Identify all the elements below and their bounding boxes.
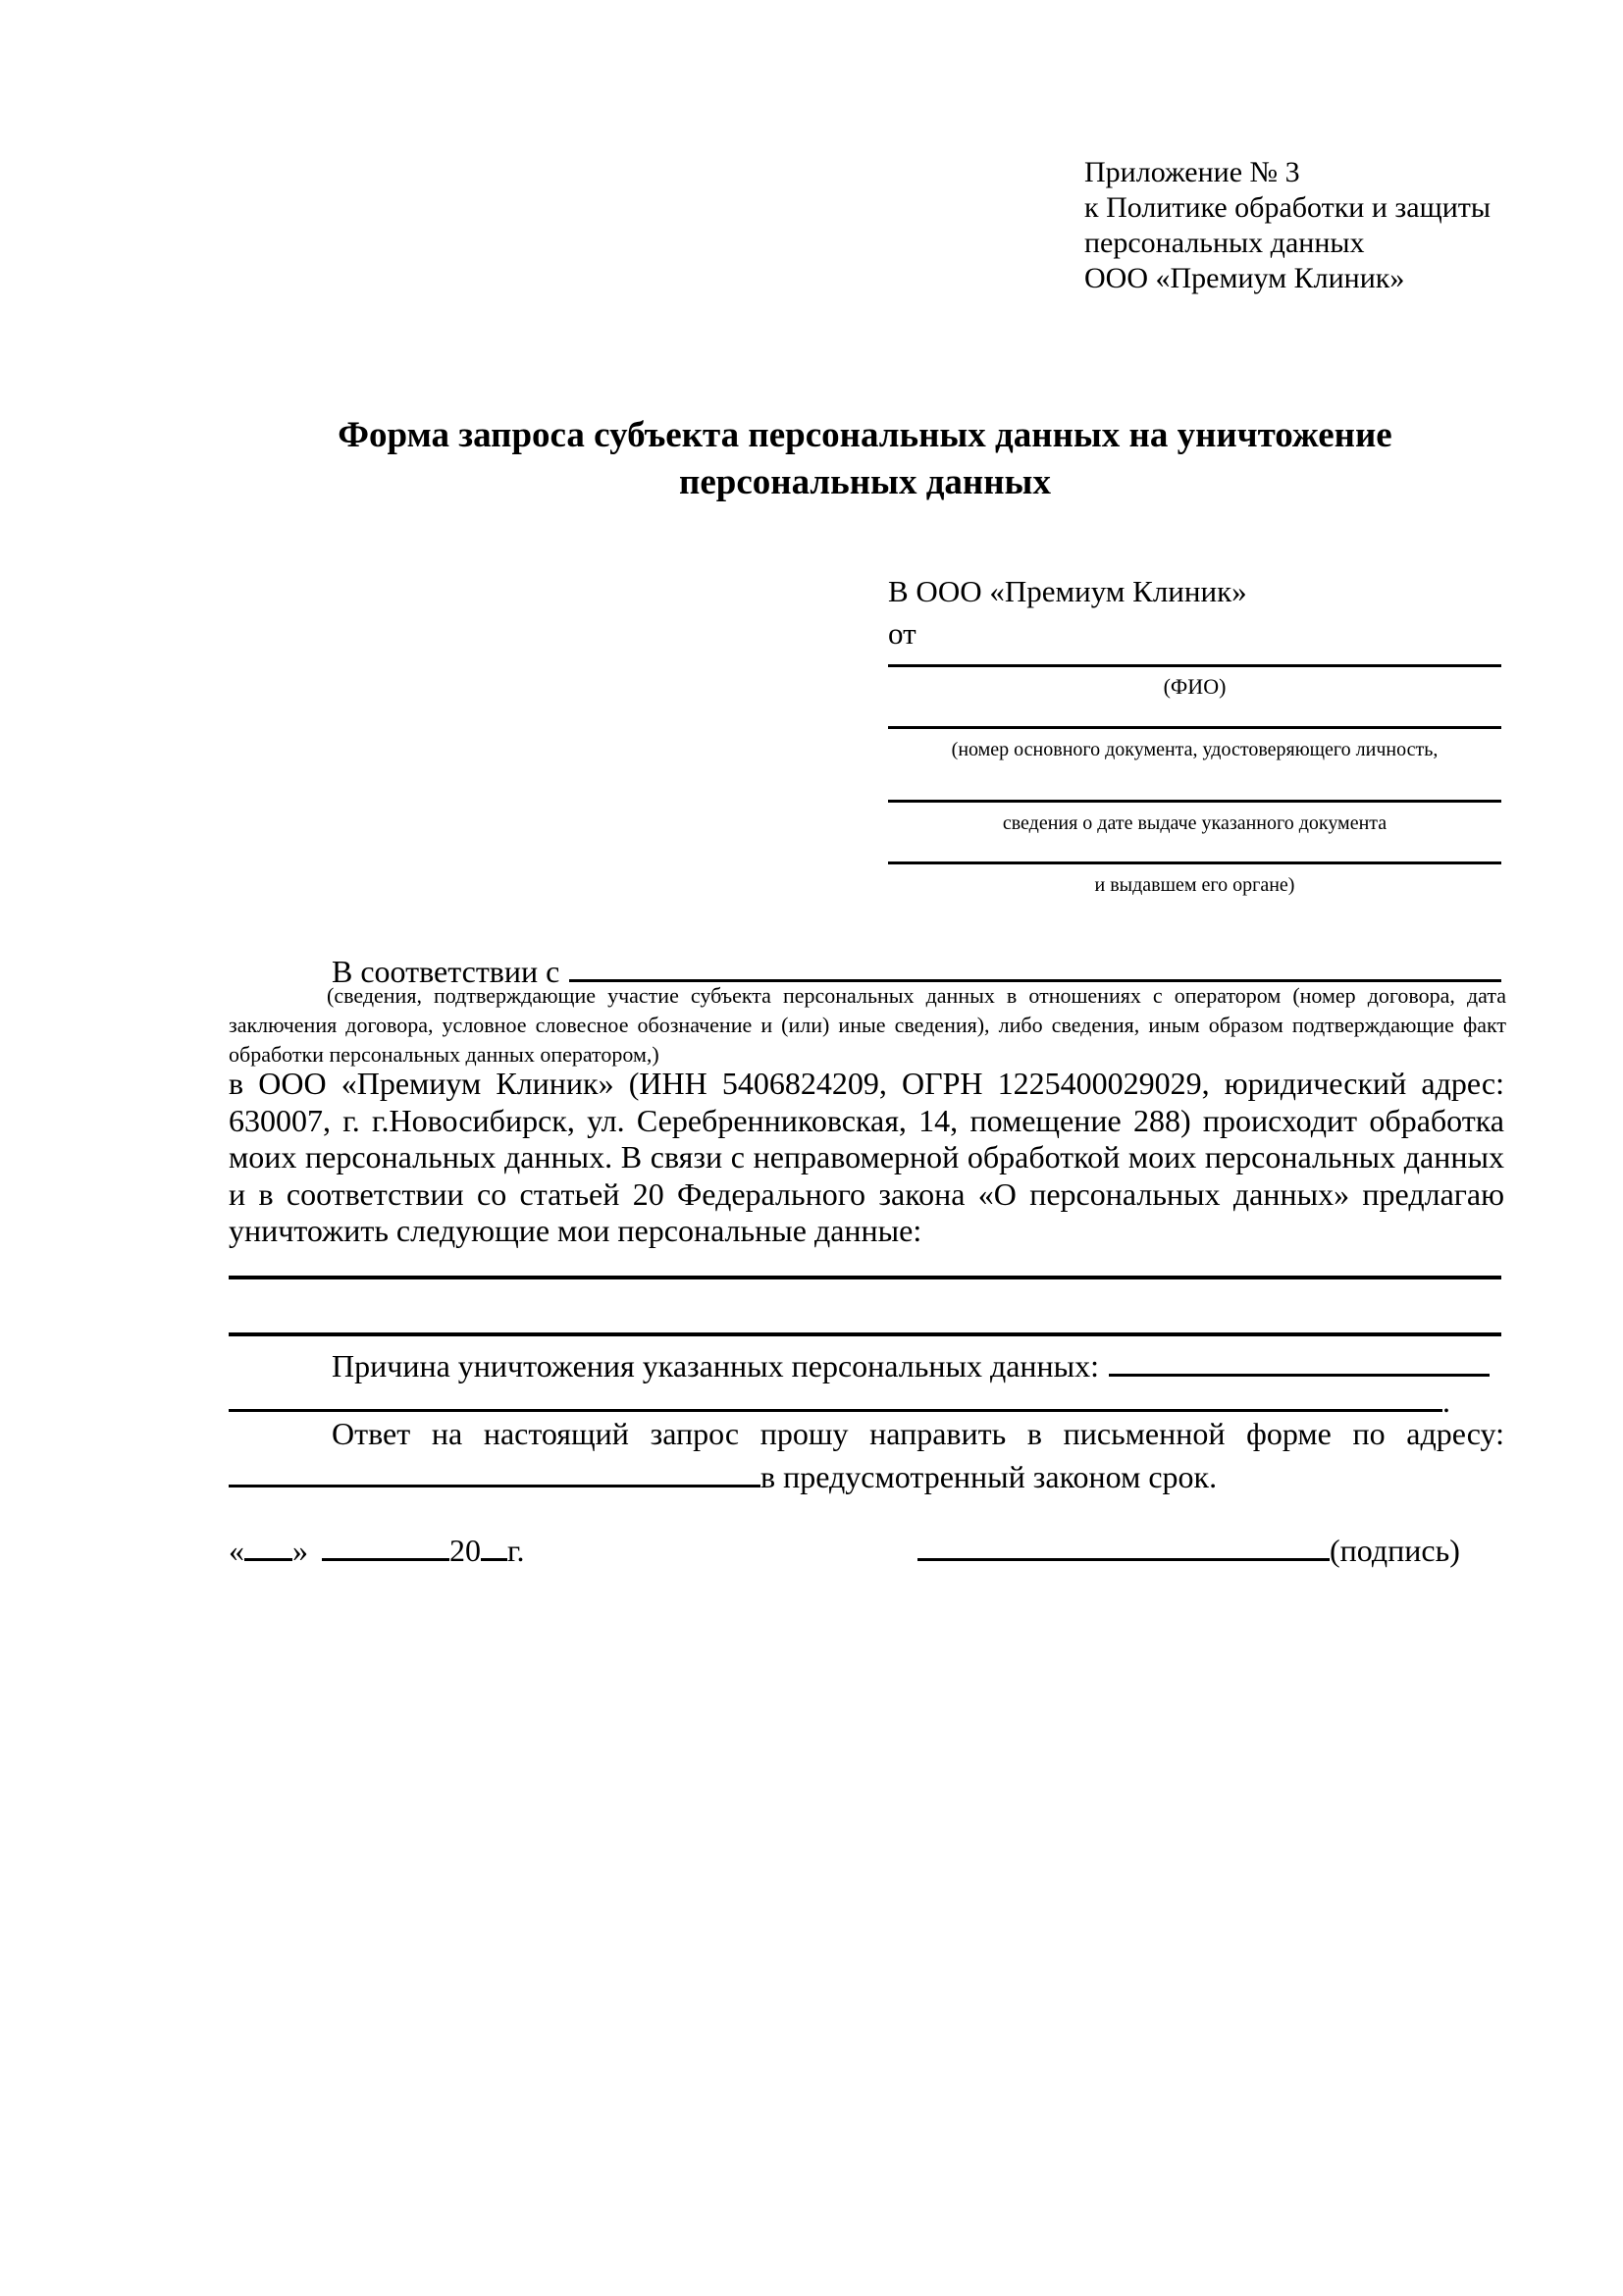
reason-blank-line (1109, 1344, 1490, 1377)
document-title-line-2: персональных данных (679, 462, 1051, 502)
date-open-quote: « (229, 1533, 244, 1568)
signature-row (917, 1529, 1460, 1569)
answer-tail-row (229, 1455, 1504, 1495)
fio-caption: (ФИО) (1163, 674, 1227, 699)
date-year-blank (481, 1529, 507, 1561)
answer-tail-text: в предусмотренный законом срок. (760, 1459, 1218, 1494)
reason-continuation-row (229, 1380, 1450, 1420)
accordance-fine-print: (сведения, подтверждающие участие субъекта персональных данных в отношениях с оператором (номер договора, дата заключения договора, условное словесное обозначение и (или) иные сведения), либо сведения, иным образом подтверждающие факт обработки персональных данных оператором,) (229, 983, 1506, 1067)
fio-blank-line (888, 664, 1501, 667)
date-close-quote: » (292, 1533, 308, 1568)
document-number-caption: (номер основного документа, удостоверяющего личность, (951, 739, 1439, 760)
issuing-authority-blank-line (888, 861, 1501, 864)
issue-date-blank-line (888, 800, 1501, 803)
date-month-blank (322, 1529, 449, 1561)
appendix-line: персональных данных (1084, 227, 1365, 259)
data-blank-line-1 (229, 1276, 1501, 1279)
data-blank-line-2 (229, 1332, 1501, 1336)
accordance-blank-line (569, 950, 1501, 982)
address-blank-line (229, 1455, 760, 1487)
accordance-label: В соответствии с (332, 954, 560, 989)
date-row (229, 1529, 525, 1569)
document-title-line-1: Форма запроса субъекта персональных данных на уничтожение (338, 415, 1392, 455)
reason-row (229, 1344, 1490, 1384)
issuing-authority-caption: и выдавшем его органе) (1094, 874, 1295, 896)
appendix-line: к Политике обработки и защиты (1084, 191, 1492, 224)
date-day-blank (244, 1529, 292, 1561)
appendix-line: ООО «Премиум Клиник» (1084, 262, 1405, 294)
document-title (229, 412, 1501, 506)
date-year-prefix: 20 (449, 1533, 481, 1568)
main-paragraph: в ООО «Премиум Клиник» (ИНН 5406824209, ОГРН 1225400029029, юридический адрес: 630007, г. г.Новосибирск, ул. Серебренниковская, 14, помещение 288) происходит обработка моих персональных данных. В связи с неправомерной обработкой моих персональных данных и в соответствии со статьей 20 Федерального закона «О персональных данных» предлагаю уничтожить следующие мои персональные данные: (229, 1066, 1504, 1248)
reason-label: Причина уничтожения указанных персональных данных: (332, 1348, 1100, 1383)
sentence-period: . (1442, 1383, 1450, 1419)
document-number-blank-line (888, 726, 1501, 729)
appendix-reference-block (1084, 155, 1491, 296)
signature-caption: (подпись) (1330, 1533, 1460, 1568)
reason-blank-line-2 (229, 1380, 1442, 1412)
issue-date-caption: сведения о дате выдаче указанного документа (1002, 812, 1387, 834)
answer-paragraph: Ответ на настоящий запрос прошу направить в письменной форме по адресу: (332, 1416, 1504, 1451)
addressee-organization: В ООО «Премиум Клиник» (888, 574, 1247, 608)
date-year-suffix: г. (507, 1533, 525, 1568)
addressee-from-label: от (888, 616, 916, 651)
appendix-line: Приложение № 3 (1084, 156, 1300, 188)
signature-blank-line (917, 1529, 1330, 1561)
